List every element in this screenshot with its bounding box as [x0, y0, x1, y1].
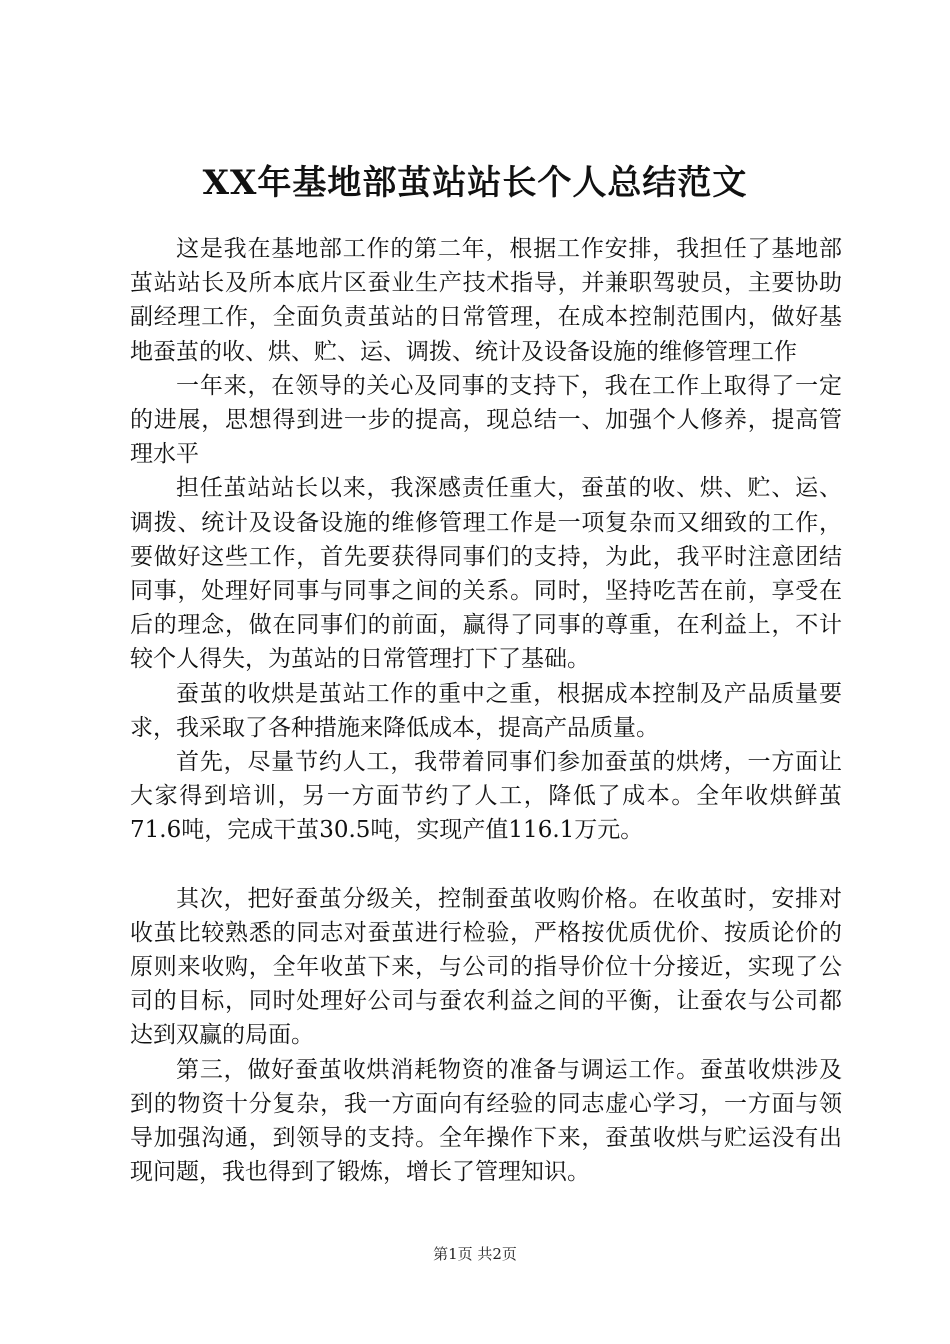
- paragraph-cocoon-drying: 蚕茧的收烘是茧站工作的重中之重，根据成本控制及产品质量要求，我采取了各种措施来降低成本，提高产品质量。: [130, 680, 842, 741]
- paragraph-intro: 这是我在基地部工作的第二年，根据工作安排，我担任了基地部茧站站长及所本底片区蚕业生产技术指导，并兼职驾驶员，主要协助副经理工作，全面负责茧站的日常管理，在成本控制范围内，做好基地蚕茧的收、烘、贮、运、调拨、统计及设备设施的维修管理工作: [130, 236, 842, 365]
- paragraph-summary: 一年来，在领导的关心及同事的支持下，我在工作上取得了一定的进展，思想得到进一步的提高，现总结一、加强个人修养，提高管理水平: [130, 372, 842, 468]
- document-body: [130, 232, 842, 1189]
- document-title: XX年基地部茧站站长个人总结范文: [202, 163, 748, 203]
- paragraph-second-point: 其次，把好蚕茧分级关，控制蚕茧收购价格。在收茧时，安排对收茧比较熟悉的同志对蚕茧进行检验，严格按优质优价、按质论价的原则来收购，全年收茧下来，与公司的指导价位十分接近，实现了公司的目标，同时处理好公司与蚕农利益之间的平衡，让蚕农与公司都达到双赢的局面。: [130, 885, 842, 1049]
- page-footer: 第1页 共2页: [433, 1245, 517, 1263]
- paragraph-third-point: 第三，做好蚕茧收烘消耗物资的准备与调运工作。蚕茧收烘涉及到的物资十分复杂，我一方面向有经验的同志虚心学习，一方面与领导加强沟通，到领导的支持。全年操作下来，蚕茧收烘与贮运没有出现问题，我也得到了锻炼，增长了管理知识。: [130, 1056, 842, 1186]
- paragraph-first-point: 首先，尽量节约人工，我带着同事们参加蚕茧的烘烤，一方面让大家得到培训，另一方面节约了人工，降低了成本。全年收烘鲜茧71.6吨，完成干茧30.5吨，实现产值116.1万元。: [130, 749, 842, 844]
- paragraph-self-cultivation: 担任茧站站长以来，我深感责任重大，蚕茧的收、烘、贮、运、调拨、统计及设备设施的维修管理工作是一项复杂而又细致的工作，要做好这些工作，首先要获得同事们的支持，为此，我平时注意团结同事，处理好同事与同事之间的关系。同时，坚持吃苦在前，享受在后的理念，做在同事们的前面，赢得了同事的尊重，在利益上，不计较个人得失，为茧站的日常管理打下了基础。: [130, 475, 842, 673]
